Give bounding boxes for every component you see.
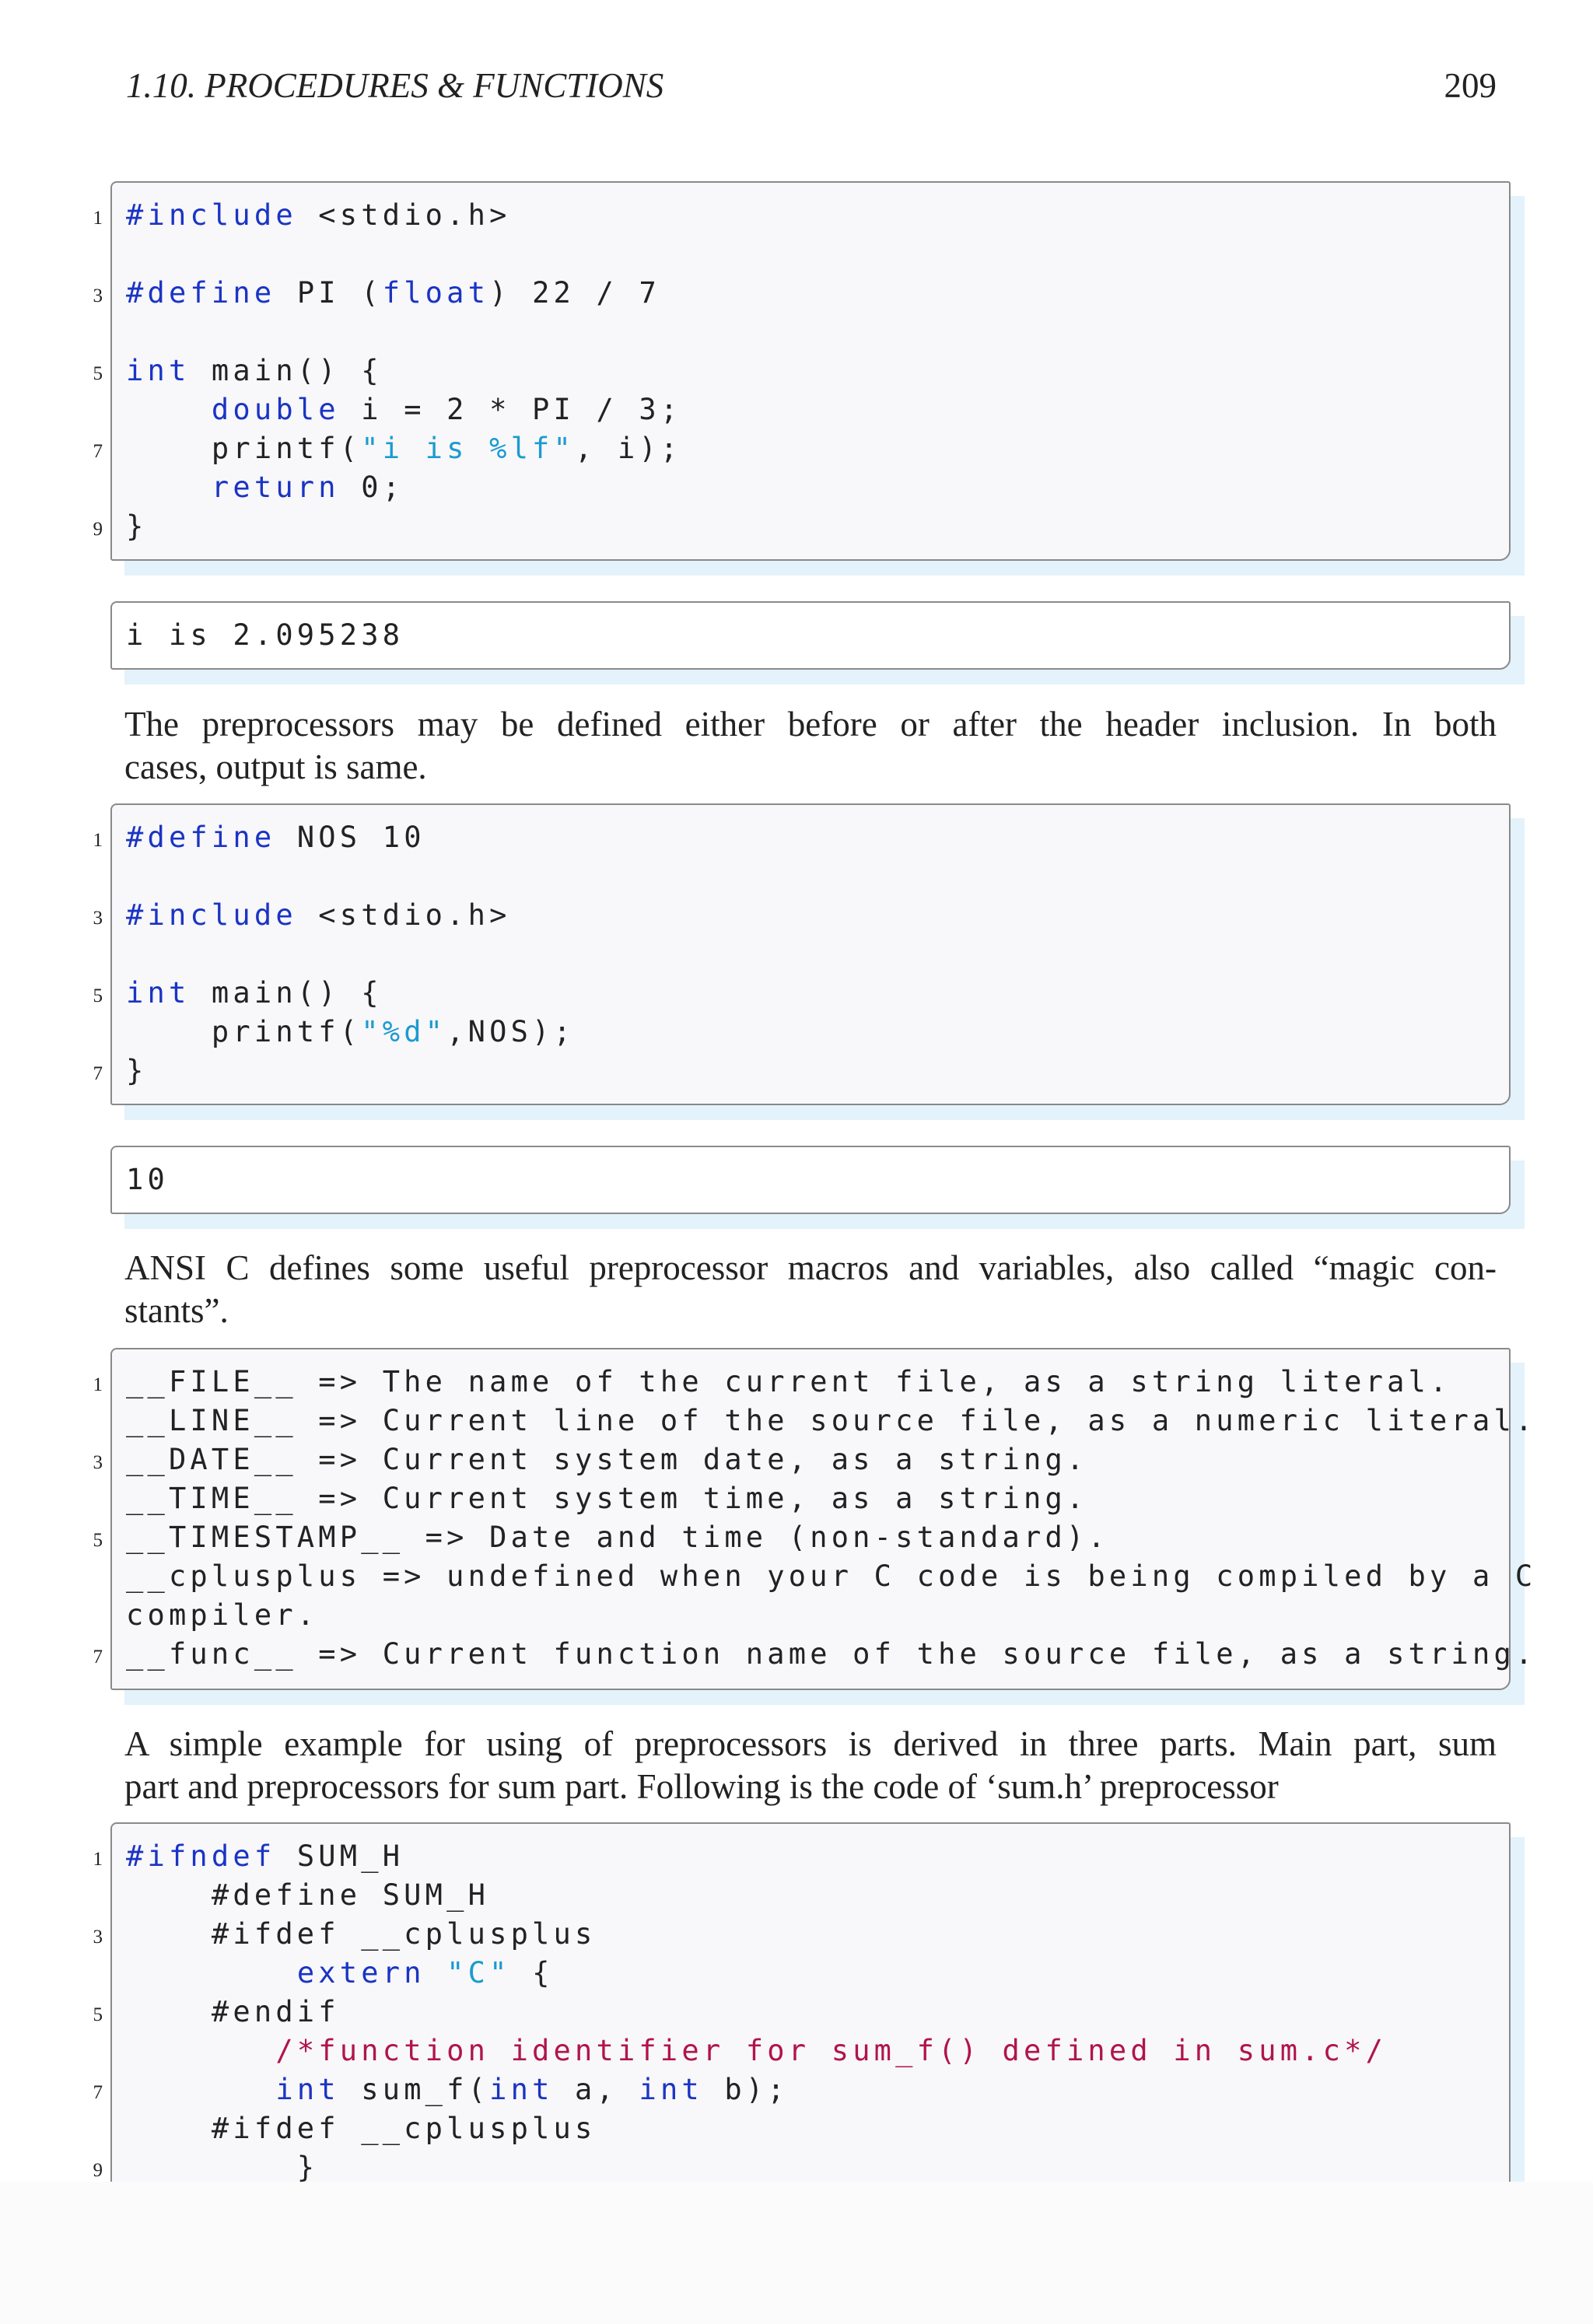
- line-number: 7: [93, 1647, 103, 1668]
- code-token: a,: [553, 2073, 639, 2106]
- code-token: {: [510, 1956, 554, 1990]
- line-number: 1: [93, 208, 103, 229]
- code-token: #ifdef __cplusplus: [126, 1917, 597, 1951]
- code-token: float: [382, 276, 490, 310]
- code-line: [126, 390, 681, 429]
- paragraph-3: [124, 1723, 1497, 1808]
- code-line: [126, 468, 404, 507]
- code-line: [126, 1402, 1536, 1440]
- code-token: #endif: [126, 1995, 340, 2028]
- code-token: double: [211, 393, 340, 426]
- code-token: #include: [126, 198, 297, 232]
- line-number: 7: [93, 441, 103, 462]
- paragraph-3-line-2: part and preprocessors for sum part. Following is the code of ‘sum.h’ preprocessor: [124, 1767, 1279, 1806]
- page-bottom-margin: [0, 2182, 1593, 2324]
- code-token: ,NOS);: [446, 1015, 576, 1048]
- line-number: 7: [93, 1063, 103, 1084]
- code-line: [126, 429, 681, 468]
- paragraph-3-line-1: A simple example for using of preprocessors is derived in three parts. Main part, sum: [124, 1724, 1497, 1763]
- code-token: }: [126, 2151, 319, 2184]
- code-line: [126, 274, 660, 313]
- code-token: }: [126, 509, 148, 543]
- code-line: [126, 1837, 404, 1876]
- code-token: #ifndef: [126, 1839, 276, 1873]
- line-number: 3: [93, 1927, 103, 1948]
- code-token: [126, 2034, 275, 2067]
- code-token: "C": [446, 1956, 511, 1990]
- line-number: 3: [93, 908, 103, 929]
- code-line: [126, 1052, 147, 1090]
- code-line: [126, 1954, 554, 1993]
- code-token: __FILE__ => The name of the current file, as a string literal.: [126, 1365, 1451, 1398]
- code-token: [126, 1956, 297, 1990]
- paragraph-2: [124, 1247, 1497, 1332]
- code-line: [126, 2109, 596, 2148]
- code-line: [126, 352, 383, 390]
- code-token: "i is %lf": [361, 432, 576, 465]
- code-token: "%d": [361, 1015, 447, 1048]
- line-number: 3: [93, 285, 103, 306]
- code-token: #define: [126, 821, 276, 854]
- code-line: [126, 2148, 318, 2187]
- code-line: [126, 1993, 340, 2032]
- code-line: [126, 1876, 489, 1915]
- code-token: sum_f(: [339, 2073, 490, 2106]
- line-number: 5: [93, 985, 103, 1006]
- code-line: [126, 1557, 1536, 1596]
- code-line: [126, 1915, 596, 1954]
- code-token: NOS 10: [275, 821, 425, 854]
- code-token: 0;: [339, 471, 404, 504]
- code-token: int: [126, 354, 191, 387]
- code-line: [126, 1635, 1536, 1674]
- code-line: [126, 1013, 575, 1052]
- line-number: 1: [93, 1374, 103, 1395]
- code-token: b);: [702, 2073, 789, 2106]
- code-token: printf(: [126, 432, 362, 465]
- line-number: 5: [93, 2004, 103, 2025]
- code-token: int: [126, 976, 191, 1010]
- code-line: [126, 818, 425, 857]
- page-number: 209: [1444, 66, 1497, 105]
- line-number: 5: [93, 363, 103, 384]
- code-line: [126, 2032, 1387, 2070]
- code-token: int: [489, 2073, 554, 2106]
- code-token: __LINE__ => Current line of the source file, as a numeric literal.: [126, 1404, 1537, 1437]
- code-token: i = 2 * PI / 3;: [339, 393, 682, 426]
- paragraph-2-line-1: ANSI C defines some useful preprocessor macros and variables, also called “magic con-: [124, 1248, 1497, 1287]
- code-token: return: [211, 471, 340, 504]
- code-token: __DATE__ => Current system date, as a string.: [126, 1443, 1088, 1476]
- line-number: 9: [93, 2160, 103, 2181]
- code-line: [126, 896, 511, 935]
- code-token: PI (: [275, 276, 383, 310]
- code-token: #include: [126, 898, 297, 932]
- paragraph-1: [124, 703, 1497, 789]
- code-line: [126, 1518, 1109, 1557]
- page-header: [126, 62, 1497, 109]
- code-token: extern: [296, 1956, 425, 1990]
- code-token: , i);: [575, 432, 682, 465]
- code-token: [425, 1956, 446, 1990]
- code-token: #ifdef __cplusplus: [126, 2112, 597, 2145]
- code-token: compiler.: [126, 1598, 319, 1632]
- code-token: [126, 471, 212, 504]
- line-number: 3: [93, 1452, 103, 1473]
- code-line: [126, 196, 511, 235]
- line-number: 5: [93, 1530, 103, 1551]
- code-line: [126, 1440, 1087, 1479]
- code-token: ) 22 / 7: [489, 276, 660, 310]
- code-line: [126, 974, 383, 1013]
- line-number: 1: [93, 830, 103, 851]
- code-line: [126, 507, 147, 546]
- code-token: int: [275, 2073, 340, 2106]
- code-line: [126, 1363, 1451, 1402]
- line-number: 7: [93, 2082, 103, 2103]
- code-token: <stdio.h>: [296, 898, 511, 932]
- code-token: }: [126, 1054, 148, 1087]
- line-number: 1: [93, 1849, 103, 1870]
- code-token: [126, 2073, 275, 2106]
- output-1-text: i is 2.095238: [126, 618, 404, 652]
- code-token: SUM_H: [275, 1839, 404, 1873]
- code-token: #define: [126, 276, 276, 310]
- code-token: main() {: [190, 976, 383, 1010]
- code-line: [126, 2070, 789, 2109]
- output-2-text: 10: [126, 1163, 169, 1196]
- code-line: [126, 1479, 1087, 1518]
- line-number: 9: [93, 519, 103, 540]
- output-box-2: [110, 1146, 1511, 1214]
- code-token: __func__ => Current function name of the source file, as a string.: [126, 1637, 1537, 1671]
- code-token: #define SUM_H: [126, 1878, 490, 1912]
- code-token: __TIME__ => Current system time, as a string.: [126, 1482, 1088, 1515]
- code-token: printf(: [126, 1015, 362, 1048]
- code-token: __TIMESTAMP__ => Date and time (non-standard).: [126, 1521, 1109, 1554]
- code-token: __cplusplus => undefined when your C code is being compiled by a C: [126, 1559, 1537, 1593]
- paragraph-1-line-1: The preprocessors may be defined either before or after the header inclusion. In both: [124, 705, 1497, 744]
- running-head: 1.10. PROCEDURES & FUNCTIONS: [126, 66, 664, 105]
- paragraph-1-line-2: cases, output is same.: [124, 747, 427, 786]
- paragraph-2-line-2: stants”.: [124, 1291, 229, 1330]
- code-line: [126, 1596, 318, 1635]
- code-token: [126, 393, 212, 426]
- code-token: main() {: [190, 354, 383, 387]
- code-token: /*function identifier for sum_f() defined in sum.c*/: [275, 2034, 1388, 2067]
- code-token: int: [639, 2073, 703, 2106]
- code-token: <stdio.h>: [296, 198, 511, 232]
